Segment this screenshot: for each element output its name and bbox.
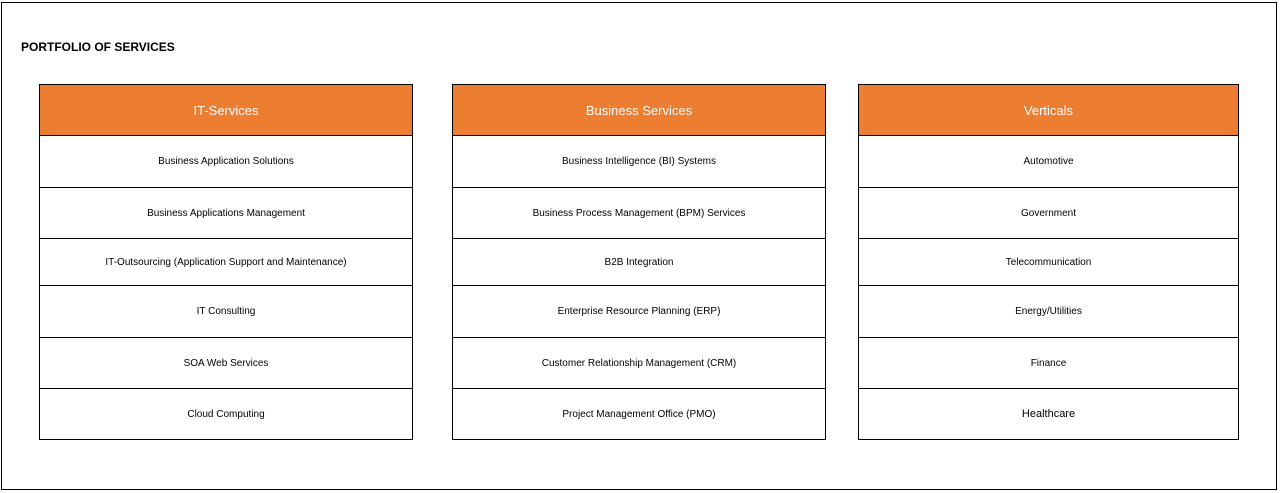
- table-row-finance: Finance: [859, 338, 1238, 389]
- business-services-header: Business Services: [453, 85, 825, 136]
- table-row-energy-utilities: Energy/Utilities: [859, 286, 1238, 338]
- table-row-government: Government: [859, 188, 1238, 239]
- it-services-header: IT-Services: [40, 85, 412, 136]
- table-row-healthcare: Healthcare: [1021, 408, 1076, 420]
- table-row-soa-web-services: SOA Web Services: [40, 338, 412, 389]
- table-row-it-consulting: IT Consulting: [40, 286, 412, 338]
- table-row-bpm-services: Business Process Management (BPM) Services: [453, 188, 825, 239]
- table-row-automotive: Automotive: [859, 136, 1238, 188]
- it-services-table: [39, 84, 413, 440]
- verticals-table: [858, 84, 1239, 440]
- table-row-it-outsourcing: IT-Outsourcing (Application Support and Maintenance): [40, 239, 412, 286]
- verticals-header: Verticals: [859, 85, 1238, 136]
- table-row-erp: Enterprise Resource Planning (ERP): [453, 286, 825, 338]
- business-services-table: [452, 84, 826, 440]
- table-row-business-application-solutions: Business Application Solutions: [40, 136, 412, 188]
- table-row-pmo: Project Management Office (PMO): [562, 408, 716, 420]
- page-title: PORTFOLIO OF SERVICES: [21, 40, 175, 54]
- table-row-bi-systems: Business Intelligence (BI) Systems: [453, 136, 825, 188]
- table-row-telecommunication: Telecommunication: [859, 239, 1238, 286]
- table-row-b2b-integration: B2B Integration: [453, 239, 825, 286]
- table-row-cloud-computing: Cloud Computing: [187, 408, 265, 420]
- table-row-crm: Customer Relationship Management (CRM): [453, 338, 825, 389]
- table-row-business-applications-management: Business Applications Management: [40, 188, 412, 239]
